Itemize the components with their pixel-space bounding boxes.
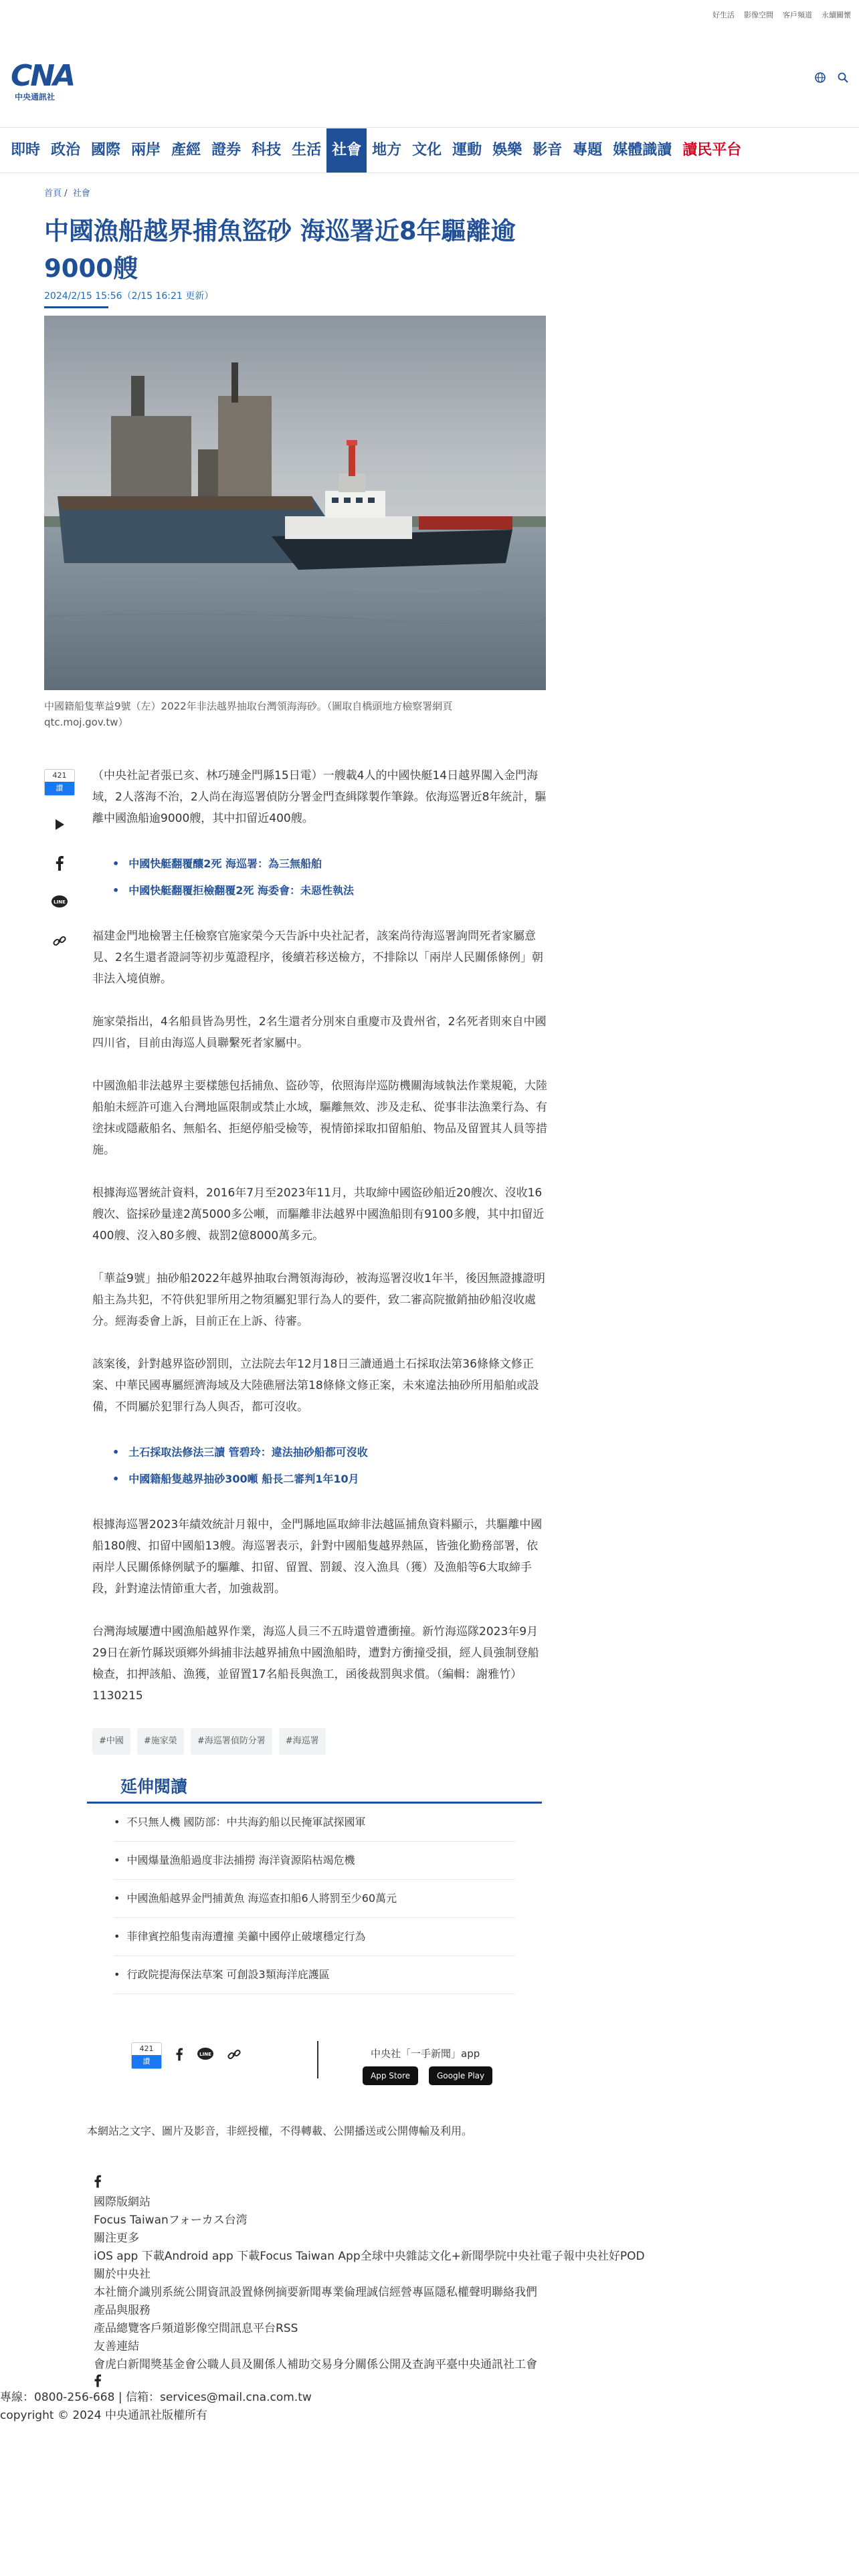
nav-item-features[interactable]: 專題 xyxy=(573,142,603,158)
play-icon[interactable] xyxy=(50,815,70,835)
extended-reading-item[interactable]: • 中國漁船越界金門捕黃魚 海巡查扣船6人將罰至少60萬元 xyxy=(114,1880,515,1918)
related-links-1 xyxy=(112,851,547,904)
facebook-icon[interactable] xyxy=(50,853,70,873)
nav-item-cross-strait[interactable]: 兩岸 xyxy=(131,142,161,158)
footer-heading: 關注更多 xyxy=(94,2232,139,2245)
tag[interactable]: #海巡署偵防分署 xyxy=(191,1728,272,1755)
svg-text:LINE: LINE xyxy=(54,899,66,905)
breadcrumb-separator: / xyxy=(64,189,68,199)
paragraph-8: 根據海巡署2023年績效統計月報中，金門縣地區取締非法越區捕魚資料顯示，共驅離中國船180艘、扣留中國船13艘。海巡署表示，針對中國船隻越界熱區，皆強化勤務部署，依兩岸人民關係條例賦予的驅離、扣留、留置、罰鍰、沒入漁具（獲）及漁船等6大取締手段，針對違法情節重大者，加強裁罰。 xyxy=(92,1518,543,1596)
nav-item-video[interactable]: 影音 xyxy=(533,142,563,158)
tag-list xyxy=(92,1728,547,1755)
extended-reading-item[interactable]: • 行政院提海保法草案 可創設3類海洋庇護區 xyxy=(114,1956,515,1994)
share-rail xyxy=(44,769,75,951)
paragraph-7: 該案後，針對越界盜砂罰則，立法院去年12月18日三讀通過土石採取法第36條條文修正案、中華民國專屬經濟海域及大陸礁層法第18條條文修正案，未來違法抽砂所用船舶或設備，不問屬於犯罪行為人與否，都可沒收。 xyxy=(92,1358,539,1414)
nav-item-entertainment[interactable]: 娛樂 xyxy=(492,142,522,158)
extended-reading-item[interactable]: • 中國爆量漁船過度非法捕撈 海洋資源陷枯竭危機 xyxy=(114,1842,515,1880)
nav-item-media-literacy[interactable]: 媒體識讀 xyxy=(613,142,672,158)
logo-text: 中央通訊社 xyxy=(15,92,56,102)
article-photo[interactable] xyxy=(44,316,546,690)
like-count-bottom: 421 xyxy=(139,2044,154,2053)
bottom-share-bar xyxy=(131,2042,241,2069)
facebook-like-button-bottom[interactable] xyxy=(131,2042,162,2069)
related-links-2 xyxy=(112,1439,547,1493)
tag[interactable]: #施家榮 xyxy=(137,1728,184,1755)
footer-links-row[interactable]: 會虎白新聞獎基金會公職人員及關係人補助交易身分關係公開及查詢平臺中央通訊社工會 xyxy=(94,2358,537,2371)
topbar-link-client-channel[interactable]: 客戶頻道 xyxy=(783,11,812,19)
line-icon[interactable] xyxy=(197,2047,214,2064)
topbar-link-image-space[interactable]: 影像空間 xyxy=(744,11,773,19)
breadcrumb-home[interactable]: 首頁 xyxy=(44,189,62,199)
svg-text:LINE: LINE xyxy=(199,2052,211,2057)
paragraph-4: 中國漁船非法越界主要樣態包括捕魚、盜砂等，依照海岸巡防機關海域執法作業規範，大陸船舶未經許可進入台灣地區限制或禁止水域，驅離無效、涉及走私、從事非法漁業行為、有塗抹或隱蔽船名、無船名、拒絕停船受檢等，視情節採取扣留船舶、物品及留置其人員等措施。 xyxy=(92,1079,547,1157)
globe-icon[interactable] xyxy=(815,72,826,86)
topbar-link-good-life[interactable]: 好生活 xyxy=(712,11,735,19)
share-app-divider xyxy=(317,2041,318,2078)
main-nav xyxy=(5,128,747,173)
footer-contact xyxy=(0,2389,312,2425)
nav-item-politics[interactable]: 政治 xyxy=(51,142,81,158)
paragraph-6: 「華益9號」抽砂船2022年越界抽取台灣領海海砂，被海巡署沒收1年半，後因無證據證明船主為共犯，不符供犯罪所用之物須屬犯罪行為人的要件，致二審高院撤銷抽砂船沒收處分。經海委會上訴，目前正在上訴、待審。 xyxy=(92,1272,545,1328)
nav-item-economy[interactable]: 產經 xyxy=(171,142,201,158)
nav-item-sports[interactable]: 運動 xyxy=(452,142,482,158)
copyright-notice: 本網站之文字、圖片及影音，非經授權，不得轉載、公開播送或公開傳輸及利用。 xyxy=(87,2125,473,2137)
paragraph-5: 根據海巡署統計資料，2016年7月至2023年11月，共取締中國盜砂船近20艘次、沒收16艘次、盜採砂量達2萬5000多公噸，而驅離非法越界中國漁船則有9100多艘，其中扣留近400艘、沒入80多艘、裁罰2億8000萬多元。 xyxy=(92,1186,545,1243)
app-promo-title: 中央社「一手新聞」app xyxy=(371,2048,480,2060)
google-play-button[interactable]: Google Play xyxy=(429,2066,492,2085)
nav-item-reader-platform[interactable]: 讀民平台 xyxy=(682,142,742,158)
related-link[interactable]: • 中國籍船隻越界抽砂300噸 船長二審判1年10月 xyxy=(112,1466,547,1493)
tag[interactable]: #中國 xyxy=(92,1728,130,1755)
site-footer xyxy=(94,2175,763,2393)
line-icon[interactable] xyxy=(50,892,70,912)
paragraph-2: 福建金門地檢署主任檢察官施家榮今天告訴中央社記者，該案尚待海巡署詢問死者家屬意見、2名生還者證詞等初步蒐證程序，後續若移送檢方，不排除以「兩岸人民關係條例」朝非法入境偵辦。 xyxy=(92,930,543,986)
nav-item-breaking[interactable]: 即時 xyxy=(11,142,41,158)
copy-link-icon[interactable] xyxy=(227,2048,241,2064)
cna-logo[interactable] xyxy=(11,59,78,103)
ship-photo-illustration xyxy=(44,316,546,690)
date-underline xyxy=(44,306,108,308)
photo-caption: 中國籍船隻華益9號（左）2022年非法越界抽取台灣領海海砂。（圖取自橋頭地方檢察署網頁qtc.moj.gov.tw） xyxy=(44,700,453,728)
topbar-link-sustainability[interactable]: 永續關懷 xyxy=(822,11,851,19)
extended-reading-item[interactable]: • 不只無人機 國防部：中共海釣船以民掩軍試探國軍 xyxy=(114,1804,515,1842)
related-link[interactable]: • 中國快艇翻覆拒檢翻覆2死 海委會：未惡性執法 xyxy=(112,877,547,904)
like-count: 421 xyxy=(52,771,67,780)
footer-heading: 產品與服務 xyxy=(94,2304,151,2317)
article-body xyxy=(92,765,547,1755)
related-link[interactable]: • 土石採取法修法三讀 管碧玲：違法抽砂船都可沒收 xyxy=(112,1439,547,1466)
footer-links-row[interactable]: 產品總覽客戶頻道影像空間訊息平台RSS xyxy=(94,2322,298,2335)
related-link[interactable]: • 中國快艇翻覆釀2死 海巡署：為三無船舶 xyxy=(112,851,547,877)
facebook-icon[interactable] xyxy=(175,2048,183,2064)
nav-item-international[interactable]: 國際 xyxy=(91,142,121,158)
extended-reading-item[interactable]: • 菲律賓控船隻南海遭撞 美籲中國停止破壞穩定行為 xyxy=(114,1918,515,1956)
footer-links-row[interactable]: iOS app 下載Android app 下載Focus Taiwan App全球中央雜誌文化+新聞學院中央社電子報中央社好POD xyxy=(94,2250,645,2263)
paragraph-1: （中央社記者張已亥、林巧璉金門縣15日電）一艘載4人的中國快艇14日越界闖入金門海域，2人落海不治，2人尚在海巡署偵防分署金門查緝隊製作筆錄。依海巡署近8年統計，驅離中國漁船逾9000艘，其中扣留近400艘。 xyxy=(92,769,547,825)
footer-hotline: 專線：0800-256-668 | 信箱：services@mail.cna.com.tw xyxy=(0,2391,312,2404)
footer-link[interactable]: 國際版網站 xyxy=(94,2195,151,2209)
like-label-bottom: 讚 xyxy=(132,2055,161,2068)
search-icon[interactable] xyxy=(838,72,848,86)
extended-reading-list xyxy=(114,1804,515,1994)
footer-link[interactable]: Focus Taiwanフォーカス台湾 xyxy=(94,2214,248,2227)
top-utility-bar xyxy=(712,9,851,20)
article-title: 中國漁船越界捕魚盜砂 海巡署近8年驅離逾9000艘 xyxy=(44,217,516,283)
footer-copyright: copyright © 2024 中央通訊社版權所有 xyxy=(0,2409,208,2422)
header-divider xyxy=(0,127,859,128)
nav-item-life[interactable]: 生活 xyxy=(292,142,322,158)
footer-links-row[interactable]: 本社簡介識別系統公開資訊設置條例摘要新聞專業倫理誠信經營專區隱私權聲明聯絡我們 xyxy=(94,2286,537,2299)
breadcrumb-section[interactable]: 社會 xyxy=(72,189,90,199)
facebook-icon[interactable] xyxy=(94,2175,763,2193)
nav-item-society[interactable]: 社會 xyxy=(326,128,367,173)
copy-link-icon[interactable] xyxy=(50,931,70,951)
logo-mark: CNA xyxy=(11,59,74,93)
paragraph-9: 台灣海域屢遭中國漁船越界作業，海巡人員三不五時還曾遭衝撞。新竹海巡隊2023年9月29日在新竹縣崁頭鄉外緝捕非法越界捕魚中國漁船時，遭對方衝撞受損，經人員強制登船檢查，扣押該船、漁獲，並留置17名船長與漁工，函後裁罰與求償。（編輯：謝雅竹）1130215 xyxy=(92,1625,539,1703)
nav-item-tech[interactable]: 科技 xyxy=(252,142,282,158)
nav-item-culture[interactable]: 文化 xyxy=(412,142,442,158)
breadcrumb xyxy=(44,186,90,199)
facebook-like-button[interactable] xyxy=(44,769,75,796)
footer-heading: 友善連結 xyxy=(94,2340,139,2353)
nav-item-local[interactable]: 地方 xyxy=(372,142,402,158)
article-date: 2024/2/15 15:56（2/15 16:21 更新） xyxy=(44,291,214,302)
header-icons xyxy=(815,72,848,86)
nav-item-securities[interactable]: 證券 xyxy=(211,142,242,158)
extended-reading xyxy=(87,1774,542,1994)
footer-heading: 關於中央社 xyxy=(94,2268,151,2281)
like-label: 讚 xyxy=(45,782,74,795)
app-store-buttons xyxy=(363,2066,492,2085)
paragraph-3: 施家榮指出，4名船員皆為男性，2名生還者分別來自重慶市及貴州省，2名死者則來自中國四川省，目前由海巡人員聯繫死者家屬中。 xyxy=(92,1015,547,1050)
app-store-button[interactable]: App Store xyxy=(363,2066,418,2085)
tag[interactable]: #海巡署 xyxy=(279,1728,326,1755)
extended-reading-title: 延伸閱讀 xyxy=(120,1777,188,1796)
